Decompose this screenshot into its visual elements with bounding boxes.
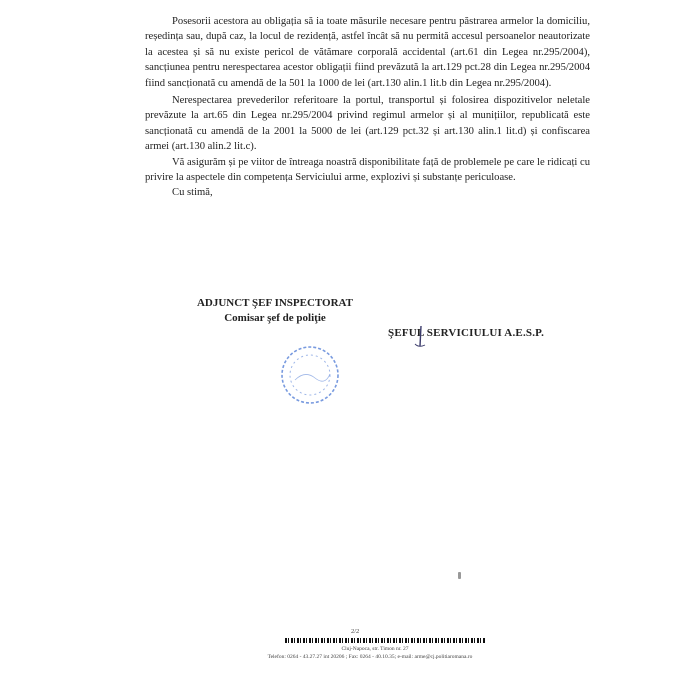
paragraph-storage-obligations: Posesorii acestora au obligația să ia toate măsurile necesare pentru păstrarea armelor la domiciliu, reședința sau, după caz, la locul de rezidență, astfel încât să nu permită accesul persoanelor neautorizate la acestea și să nu existe pericol de vătămare corporală accidental (art.61 din Legea nr.295/2004), sancțiunea pentru nerespectarea acestor obligații fiind prevăzută la art.129 pct.28 din Legea nr.295/2004 fiind sancționată cu amendă de la 501 la 1000 de lei (art.130 alin.1 lit.b din Legea nr.295/2004). <box>145 16 590 89</box>
letter-body <box>145 14 590 201</box>
page-number: 2/2 <box>351 628 360 635</box>
official-stamp-icon <box>275 340 345 410</box>
closing-salutation: Cu stimă, <box>172 187 213 199</box>
footer-contact: Telefon: 0264 - 43.27.27 int 20206 ; Fax: 0264 - 40.10.35; e-mail: arme@cj.politiaromana.ro <box>267 654 473 660</box>
deputy-chief-title: ADJUNCT ŞEF INSPECTORAT <box>196 297 354 309</box>
scan-mark <box>458 572 461 579</box>
handwritten-signature-icon <box>405 324 435 350</box>
deputy-chief-signature-block <box>175 296 375 326</box>
paragraph-availability: Vă asigurăm și pe viitor de întreaga noastră disponibilitate față de problemele pe care le ridicați cu privire la aspectele din competența Serviciului arme, explozivi și substanțe periculoase. <box>145 156 590 184</box>
deputy-chief-rank: Comisar şef de poliţie <box>224 312 326 324</box>
footer-rule <box>285 638 485 643</box>
footer-address: Cluj-Napoca, str. Timon nr. 27 <box>341 646 409 652</box>
paragraph-nonlethal-devices: Nerespectarea prevederilor referitoare la portul, transportul și folosirea dispozitivelor neletale prevăzute la art.65 din Legea nr.295/2004 privind regimul armelor și al munițiilor, republicată este sancționată cu amendă de la 2001 la 5000 de lei (art.129 pct.32 și art.130 alin.1 lit.d) și confiscarea armei (art.130 alin.2 lit.c). <box>145 95 590 153</box>
service-chief-title: ŞEFUL SERVICIULUI A.E.S.P. <box>388 327 545 339</box>
